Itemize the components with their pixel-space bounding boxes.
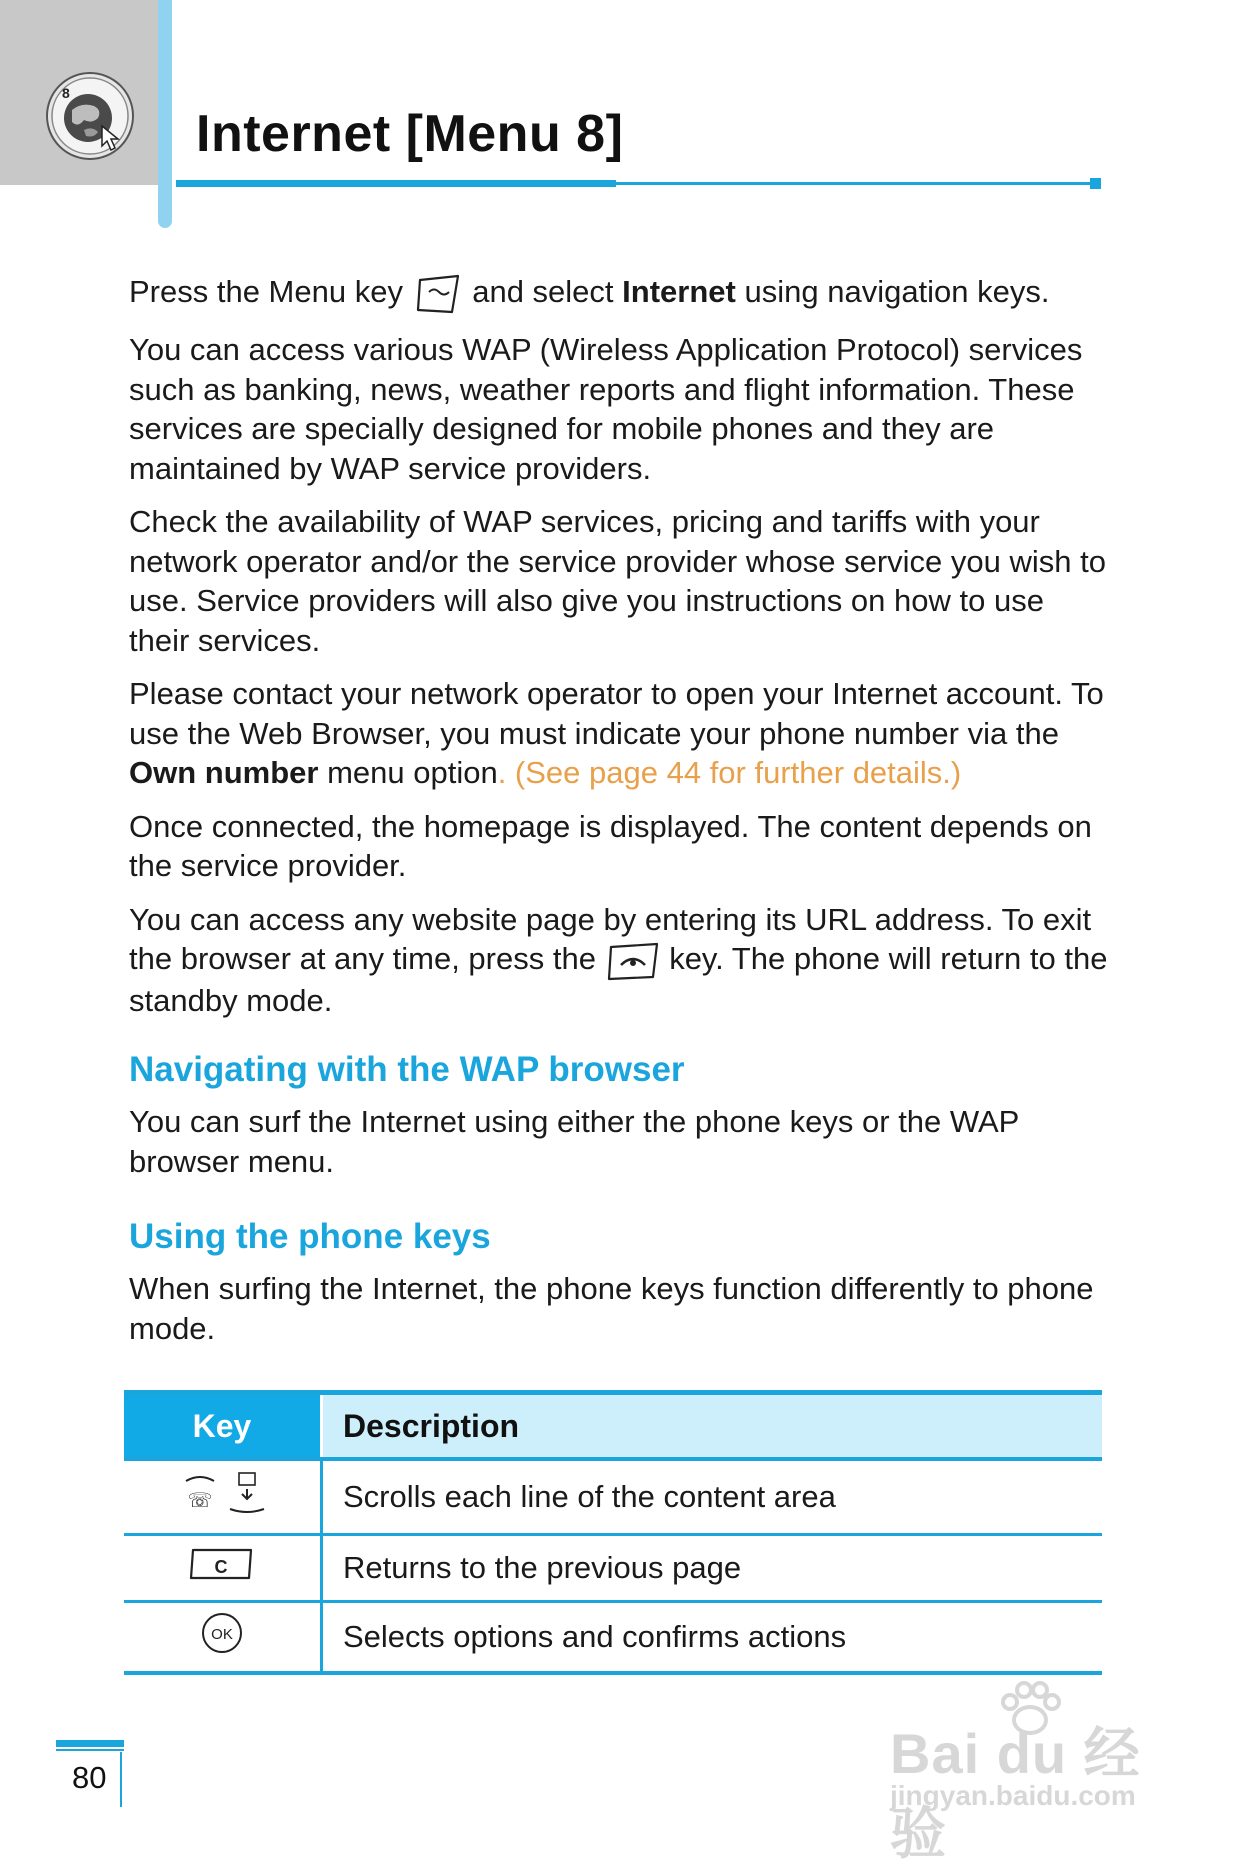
key-function-table xyxy=(124,1390,1102,1675)
exit-browser-paragraph: You can access any website page by entering its URL address. To exit the browser at any time, press the key. The phone will return to the standby mode. xyxy=(129,901,1108,1018)
menu-key-icon xyxy=(412,272,464,316)
watermark-url: jingyan.baidu.com xyxy=(890,1780,1136,1811)
ok-key-label: OK xyxy=(211,1626,233,1643)
svg-text:☏: ☏ xyxy=(187,1488,213,1512)
up-down-navigation-keys-icon xyxy=(176,1469,268,1517)
table-row xyxy=(124,1535,1102,1602)
key-column-header: Key xyxy=(124,1393,322,1460)
title-underline-end-square xyxy=(1090,178,1101,189)
keys-section-text: When surfing the Internet, the phone keys function differently to phone mode. xyxy=(129,1271,1094,1346)
baidu-watermark xyxy=(880,1680,1180,1865)
title-underline-thick xyxy=(176,180,616,187)
nav-section-heading: Navigating with the WAP browser xyxy=(129,1050,685,1090)
page-number: 80 xyxy=(72,1760,107,1795)
end-key-icon xyxy=(605,941,661,981)
availability-paragraph: Check the availability of WAP services, pricing and tariffs with your network operator and/or the service provider whose service you wish to use. Service providers will also give you instructions on how to use their services. xyxy=(129,504,1106,658)
description-column-header: Description xyxy=(322,1393,1103,1460)
table-row xyxy=(124,1459,1102,1535)
clear-key-icon xyxy=(187,1546,257,1582)
watermark-brand: Bai du 经验 xyxy=(890,1722,1141,1865)
body-content xyxy=(129,272,1109,1362)
header-side-bar xyxy=(158,0,172,228)
key-cell xyxy=(124,1602,322,1674)
page-number-bar-thin xyxy=(56,1749,124,1751)
description-cell: Selects options and confirms actions xyxy=(322,1602,1103,1674)
page-title: Internet [Menu 8] xyxy=(196,105,624,163)
menu-number-label: 8 xyxy=(62,85,70,101)
keys-section-heading: Using the phone keys xyxy=(129,1217,491,1257)
table-row xyxy=(124,1602,1102,1674)
description-cell: Returns to the previous page xyxy=(322,1535,1103,1602)
page-number-bar xyxy=(56,1740,124,1747)
nav-section-text: You can surf the Internet using either the phone keys or the WAP browser menu. xyxy=(129,1104,1019,1179)
wap-services-paragraph: You can access various WAP (Wireless Application Protocol) services such as banking, news, weather reports and flight information. These services are specially designed for mobile phones and they are maintained by WAP service providers. xyxy=(129,332,1083,486)
table-header-row xyxy=(124,1393,1102,1460)
account-paragraph: Please contact your network operator to open your Internet account. To use the Web Browser, you must indicate your phone number via the Own number menu option. (See page 44 for further details.) xyxy=(129,676,1104,790)
key-cell xyxy=(124,1535,322,1602)
key-cell xyxy=(124,1459,322,1535)
internet-globe-icon xyxy=(44,70,136,162)
ok-key-icon xyxy=(200,1611,244,1655)
page-reference-link[interactable]: . (See page 44 for further details.) xyxy=(497,755,962,790)
intro-paragraph: Press the Menu key and select Internet using navigation keys. xyxy=(129,272,1109,316)
clear-key-label: C xyxy=(214,1557,228,1577)
description-cell: Scrolls each line of the content area xyxy=(322,1459,1103,1535)
page-number-side-line xyxy=(120,1752,122,1807)
title-underline-thin xyxy=(614,182,1094,185)
homepage-paragraph: Once connected, the homepage is displayed. The content depends on the service provider. xyxy=(129,808,1092,883)
